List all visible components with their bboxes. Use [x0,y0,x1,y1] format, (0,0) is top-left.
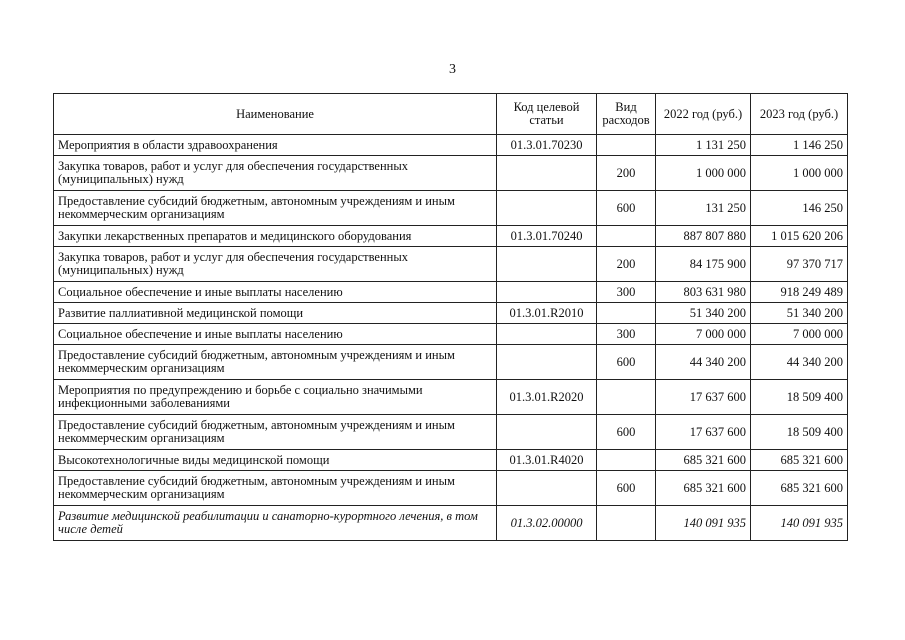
row-vid [597,226,656,247]
table-row [54,135,848,156]
table-row [54,380,848,415]
table-row [54,282,848,303]
row-name: Закупки лекарственных препаратов и медицинского оборудования [54,226,497,247]
row-name: Развитие паллиативной медицинской помощи [54,303,497,324]
table-row [54,471,848,506]
row-name: Мероприятия в области здравоохранения [54,135,497,156]
row-code: 01.3.01.70240 [497,226,597,247]
row-name: Предоставление субсидий бюджетным, автономным учреждениям и иным некоммерческим организациям [54,191,497,226]
column-header-code: Код целевой статьи [497,94,597,135]
row-2022: 1 131 250 [656,135,751,156]
budget-table [53,93,848,541]
row-2023: 1 000 000 [751,156,848,191]
row-name: Предоставление субсидий бюджетным, автономным учреждениям и иным некоммерческим организациям [54,471,497,506]
row-2022: 1 000 000 [656,156,751,191]
page-number: 3 [449,62,456,77]
row-name: Социальное обеспечение и иные выплаты населению [54,324,497,345]
row-name: Высокотехнологичные виды медицинской помощи [54,450,497,471]
row-code [497,415,597,450]
row-vid: 600 [597,415,656,450]
row-2022: 7 000 000 [656,324,751,345]
row-2022: 131 250 [656,191,751,226]
row-2023: 7 000 000 [751,324,848,345]
row-2022: 140 091 935 [656,506,751,541]
table-row [54,303,848,324]
row-2023: 44 340 200 [751,345,848,380]
row-2022: 84 175 900 [656,247,751,282]
row-code [497,156,597,191]
row-code [497,471,597,506]
row-name: Предоставление субсидий бюджетным, автономным учреждениям и иным некоммерческим организациям [54,345,497,380]
table-row [54,247,848,282]
row-vid [597,450,656,471]
row-name: Мероприятия по предупреждению и борьбе с социально значимыми инфекционными заболеваниями [54,380,497,415]
row-name: Закупка товаров, работ и услуг для обеспечения государственных (муниципальных) нужд [54,247,497,282]
row-2023: 51 340 200 [751,303,848,324]
table-row [54,191,848,226]
row-2022: 803 631 980 [656,282,751,303]
row-2022: 685 321 600 [656,471,751,506]
row-vid: 600 [597,345,656,380]
row-name: Предоставление субсидий бюджетным, автономным учреждениям и иным некоммерческим организациям [54,415,497,450]
table-row [54,415,848,450]
row-2023: 685 321 600 [751,450,848,471]
row-code: 01.3.01.R2010 [497,303,597,324]
row-code: 01.3.01.70230 [497,135,597,156]
row-name: Социальное обеспечение и иные выплаты населению [54,282,497,303]
row-2022: 685 321 600 [656,450,751,471]
row-2023: 18 509 400 [751,415,848,450]
row-vid: 300 [597,282,656,303]
row-code [497,247,597,282]
row-2023: 18 509 400 [751,380,848,415]
row-vid [597,506,656,541]
table-row [54,345,848,380]
row-code [497,191,597,226]
table-row [54,324,848,345]
row-2023: 97 370 717 [751,247,848,282]
row-code [497,282,597,303]
row-2022: 887 807 880 [656,226,751,247]
table-row [54,156,848,191]
table-header-row [54,94,848,135]
row-2023: 140 091 935 [751,506,848,541]
row-vid: 200 [597,247,656,282]
row-2022: 17 637 600 [656,415,751,450]
row-2023: 1 146 250 [751,135,848,156]
column-header-name: Наименование [54,94,497,135]
row-2023: 685 321 600 [751,471,848,506]
column-header-2022: 2022 год (руб.) [656,94,751,135]
row-code: 01.3.02.00000 [497,506,597,541]
column-header-2023: 2023 год (руб.) [751,94,848,135]
row-2022: 51 340 200 [656,303,751,324]
row-vid: 300 [597,324,656,345]
table-row [54,506,848,541]
row-name: Закупка товаров, работ и услуг для обеспечения государственных (муниципальных) нужд [54,156,497,191]
row-code [497,345,597,380]
row-code [497,324,597,345]
row-2022: 44 340 200 [656,345,751,380]
table-row [54,450,848,471]
table-row [54,226,848,247]
row-vid: 600 [597,471,656,506]
row-2022: 17 637 600 [656,380,751,415]
row-2023: 1 015 620 206 [751,226,848,247]
row-vid: 200 [597,156,656,191]
column-header-vid: Вид расходов [597,94,656,135]
row-code: 01.3.01.R4020 [497,450,597,471]
row-vid [597,303,656,324]
row-name: Развитие медицинской реабилитации и санаторно-курортного лечения, в том числе детей [54,506,497,541]
row-vid [597,135,656,156]
row-vid: 600 [597,191,656,226]
row-vid [597,380,656,415]
row-2023: 146 250 [751,191,848,226]
row-2023: 918 249 489 [751,282,848,303]
row-code: 01.3.01.R2020 [497,380,597,415]
